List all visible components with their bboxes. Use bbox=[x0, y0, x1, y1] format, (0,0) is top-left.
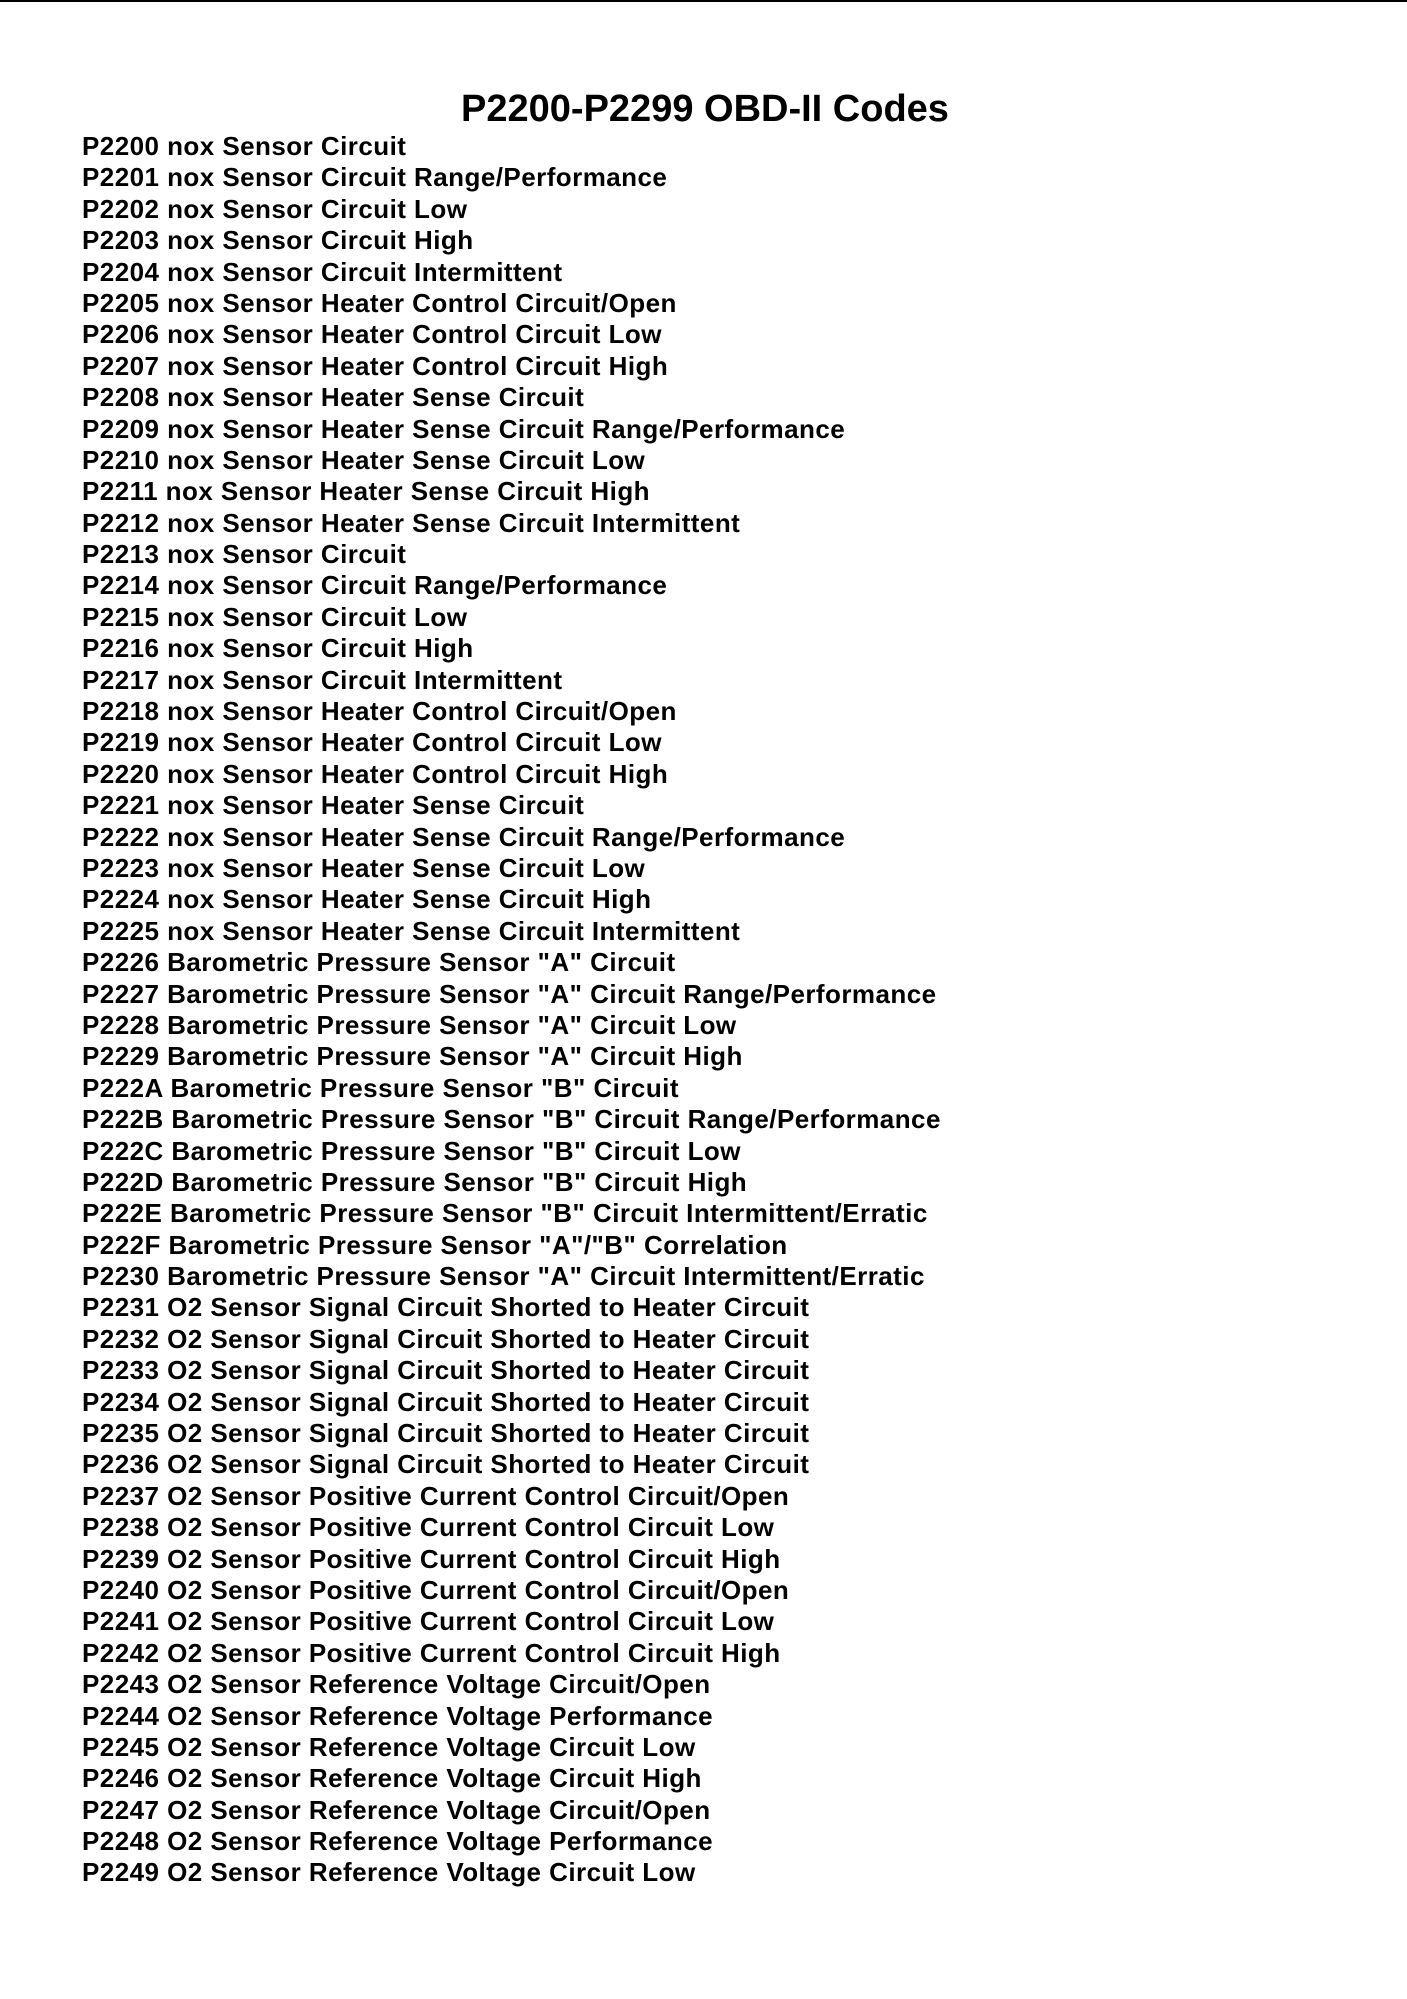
page-title bbox=[0, 84, 1407, 134]
code-list-item: P2241 O2 Sensor Positive Current Control Circuit Low bbox=[82, 1606, 775, 1637]
code-list-item: P2244 O2 Sensor Reference Voltage Performance bbox=[82, 1700, 714, 1731]
code-list-item: P2228 Barometric Pressure Sensor "A" Circuit Low bbox=[82, 1009, 737, 1040]
code-list-item: P2211 nox Sensor Heater Sense Circuit High bbox=[82, 476, 650, 507]
code-list-item: P2226 Barometric Pressure Sensor "A" Circuit bbox=[82, 947, 676, 978]
page-title-text: P2200-P2299 OBD-II Codes bbox=[461, 88, 949, 130]
code-list-item: P2225 nox Sensor Heater Sense Circuit Intermittent bbox=[82, 915, 741, 946]
code-list-item: P2236 O2 Sensor Signal Circuit Shorted to Heater Circuit bbox=[82, 1449, 810, 1480]
code-list-item: P2223 nox Sensor Heater Sense Circuit Low bbox=[82, 852, 646, 883]
code-list-item: P222E Barometric Pressure Sensor "B" Circuit Intermittent/Erratic bbox=[82, 1198, 928, 1229]
code-list-item: P2207 nox Sensor Heater Control Circuit High bbox=[82, 350, 669, 381]
code-list-item: P2206 nox Sensor Heater Control Circuit Low bbox=[82, 319, 662, 350]
code-list-item: P2210 nox Sensor Heater Sense Circuit Low bbox=[82, 444, 646, 475]
code-list-item: P2202 nox Sensor Circuit Low bbox=[82, 193, 468, 224]
code-list-item: P2203 nox Sensor Circuit High bbox=[82, 225, 474, 256]
code-list-item: P2220 nox Sensor Heater Control Circuit High bbox=[82, 758, 669, 789]
code-list-item: P2233 O2 Sensor Signal Circuit Shorted to Heater Circuit bbox=[82, 1355, 810, 1386]
code-list-item: P222C Barometric Pressure Sensor "B" Circuit Low bbox=[82, 1135, 741, 1166]
code-list-item: P2232 O2 Sensor Signal Circuit Shorted to Heater Circuit bbox=[82, 1323, 810, 1354]
code-list-item: P2213 nox Sensor Circuit bbox=[82, 539, 407, 570]
code-list-item: P2230 Barometric Pressure Sensor "A" Circuit Intermittent/Erratic bbox=[82, 1261, 925, 1292]
code-list-item: P2205 nox Sensor Heater Control Circuit/Open bbox=[82, 287, 677, 318]
code-list-item: P2200 nox Sensor Circuit bbox=[82, 131, 407, 161]
code-list-item: P2219 nox Sensor Heater Control Circuit Low bbox=[82, 727, 662, 758]
code-list-item: P2222 nox Sensor Heater Sense Circuit Range/Performance bbox=[82, 821, 846, 852]
code-list-item: P2204 nox Sensor Circuit Intermittent bbox=[82, 256, 563, 287]
code-list-item: P222B Barometric Pressure Sensor "B" Circuit Range/Performance bbox=[82, 1104, 941, 1135]
code-list-item: P2216 nox Sensor Circuit High bbox=[82, 633, 474, 664]
obd-code-list bbox=[82, 131, 1332, 1889]
code-list-item: P2246 O2 Sensor Reference Voltage Circuit High bbox=[82, 1763, 702, 1794]
code-list-item: P2201 nox Sensor Circuit Range/Performance bbox=[82, 162, 668, 193]
code-list-item: P2208 nox Sensor Heater Sense Circuit bbox=[82, 382, 585, 413]
code-list-item: P2212 nox Sensor Heater Sense Circuit Intermittent bbox=[82, 507, 741, 538]
code-list-item: P2243 O2 Sensor Reference Voltage Circuit/Open bbox=[82, 1669, 711, 1700]
code-list-item: P2214 nox Sensor Circuit Range/Performance bbox=[82, 570, 668, 601]
code-list-item: P2238 O2 Sensor Positive Current Control Circuit Low bbox=[82, 1512, 775, 1543]
code-list-item: P2242 O2 Sensor Positive Current Control Circuit High bbox=[82, 1637, 781, 1668]
code-list-item: P2215 nox Sensor Circuit Low bbox=[82, 601, 468, 632]
code-list-item: P222A Barometric Pressure Sensor "B" Circuit bbox=[82, 1072, 679, 1103]
code-list-item: P2227 Barometric Pressure Sensor "A" Circuit Range/Performance bbox=[82, 978, 937, 1009]
code-list-item: P2239 O2 Sensor Positive Current Control Circuit High bbox=[82, 1543, 781, 1574]
code-list-item: P2217 nox Sensor Circuit Intermittent bbox=[82, 664, 563, 695]
code-list-item: P222D Barometric Pressure Sensor "B" Circuit High bbox=[82, 1166, 748, 1197]
code-list-item: P2209 nox Sensor Heater Sense Circuit Range/Performance bbox=[82, 413, 846, 444]
code-list-item: P2235 O2 Sensor Signal Circuit Shorted to Heater Circuit bbox=[82, 1418, 810, 1449]
code-list-item: P2248 O2 Sensor Reference Voltage Performance bbox=[82, 1826, 714, 1857]
code-list-item: P222F Barometric Pressure Sensor "A"/"B" Correlation bbox=[82, 1229, 788, 1260]
code-list-item: P2224 nox Sensor Heater Sense Circuit High bbox=[82, 884, 652, 915]
code-list-item: P2218 nox Sensor Heater Control Circuit/Open bbox=[82, 696, 677, 727]
code-list-item: P2234 O2 Sensor Signal Circuit Shorted to Heater Circuit bbox=[82, 1386, 810, 1417]
code-list-item: P2240 O2 Sensor Positive Current Control Circuit/Open bbox=[82, 1574, 790, 1605]
code-list-item: P2237 O2 Sensor Positive Current Control Circuit/Open bbox=[82, 1480, 790, 1511]
code-list-item: P2245 O2 Sensor Reference Voltage Circuit Low bbox=[82, 1731, 696, 1762]
code-list-item: P2231 O2 Sensor Signal Circuit Shorted to Heater Circuit bbox=[82, 1292, 810, 1323]
code-list-item: P2249 O2 Sensor Reference Voltage Circuit Low bbox=[82, 1857, 696, 1888]
code-list-item: P2221 nox Sensor Heater Sense Circuit bbox=[82, 790, 585, 821]
top-border-rule bbox=[0, 0, 1407, 2]
code-list-item: P2247 O2 Sensor Reference Voltage Circuit/Open bbox=[82, 1794, 711, 1825]
code-list-item: P2229 Barometric Pressure Sensor "A" Circuit High bbox=[82, 1041, 743, 1072]
